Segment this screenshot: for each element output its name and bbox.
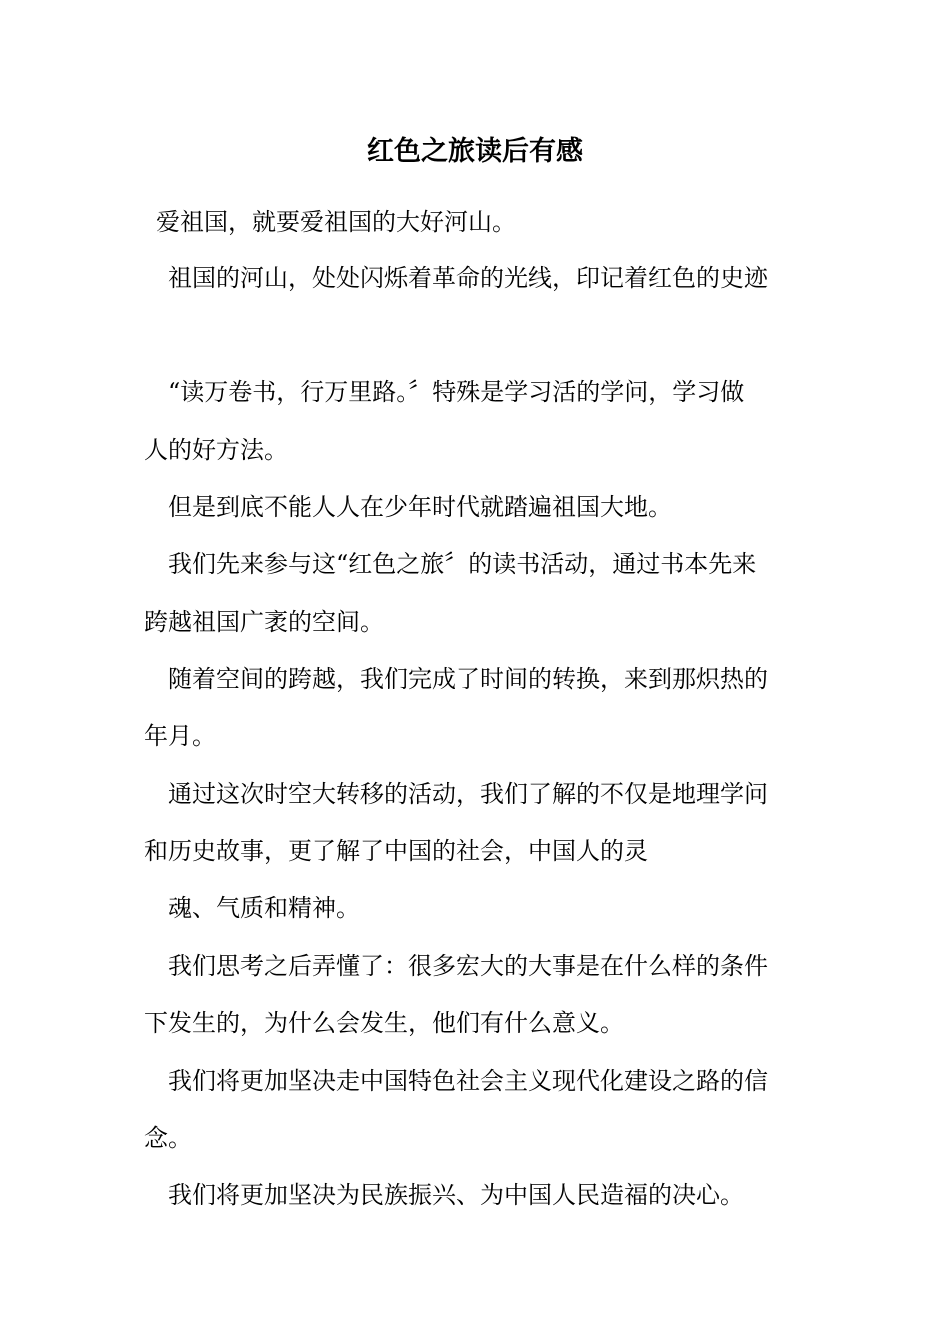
paragraph-line: 爱祖国，就要爱祖国的大好河山。 — [156, 208, 516, 236]
paragraph-line: 随着空间的跨越，我们完成了时间的转换，来到那炽热的 — [168, 665, 768, 693]
paragraph-line: 魂、气质和精神。 — [168, 894, 360, 922]
paragraph-line: 跨越祖国广袤的空间。 — [144, 608, 384, 636]
paragraph-line: 通过这次时空大转移的活动，我们了解的不仅是地理学问 — [168, 780, 768, 808]
paragraph-line: 但是到底不能人人在少年时代就踏遍祖国大地。 — [168, 493, 672, 521]
paragraph-line: 念。 — [144, 1124, 192, 1152]
paragraph-line: 年月。 — [144, 722, 216, 750]
paragraph-line: “读万卷书，行万里路。〞特殊是学习活的学问，学习做 — [168, 378, 745, 406]
paragraph-line: 我们思考之后弄懂了：很多宏大的大事是在什么样的条件 — [168, 952, 768, 980]
document-title: 红色之旅读后有感 — [367, 136, 583, 167]
paragraph-line: 我们将更加坚决走中国特色社会主义现代化建设之路的信 — [168, 1067, 768, 1095]
paragraph-line: 我们将更加坚决为民族振兴、为中国人民造福的决心。 — [168, 1181, 744, 1209]
paragraph-line: 祖国的河山，处处闪烁着革命的光线，印记着红色的史迹 — [168, 264, 768, 292]
paragraph-line: 和历史故事，更了解了中国的社会，中国人的灵 — [144, 837, 648, 865]
paragraph-line: 下发生的，为什么会发生，他们有什么意义。 — [144, 1009, 624, 1037]
paragraph-line: 我们先来参与这“红色之旅〞的读书活动，通过书本先来 — [168, 550, 757, 578]
paragraph-line: 人的好方法。 — [144, 436, 288, 464]
